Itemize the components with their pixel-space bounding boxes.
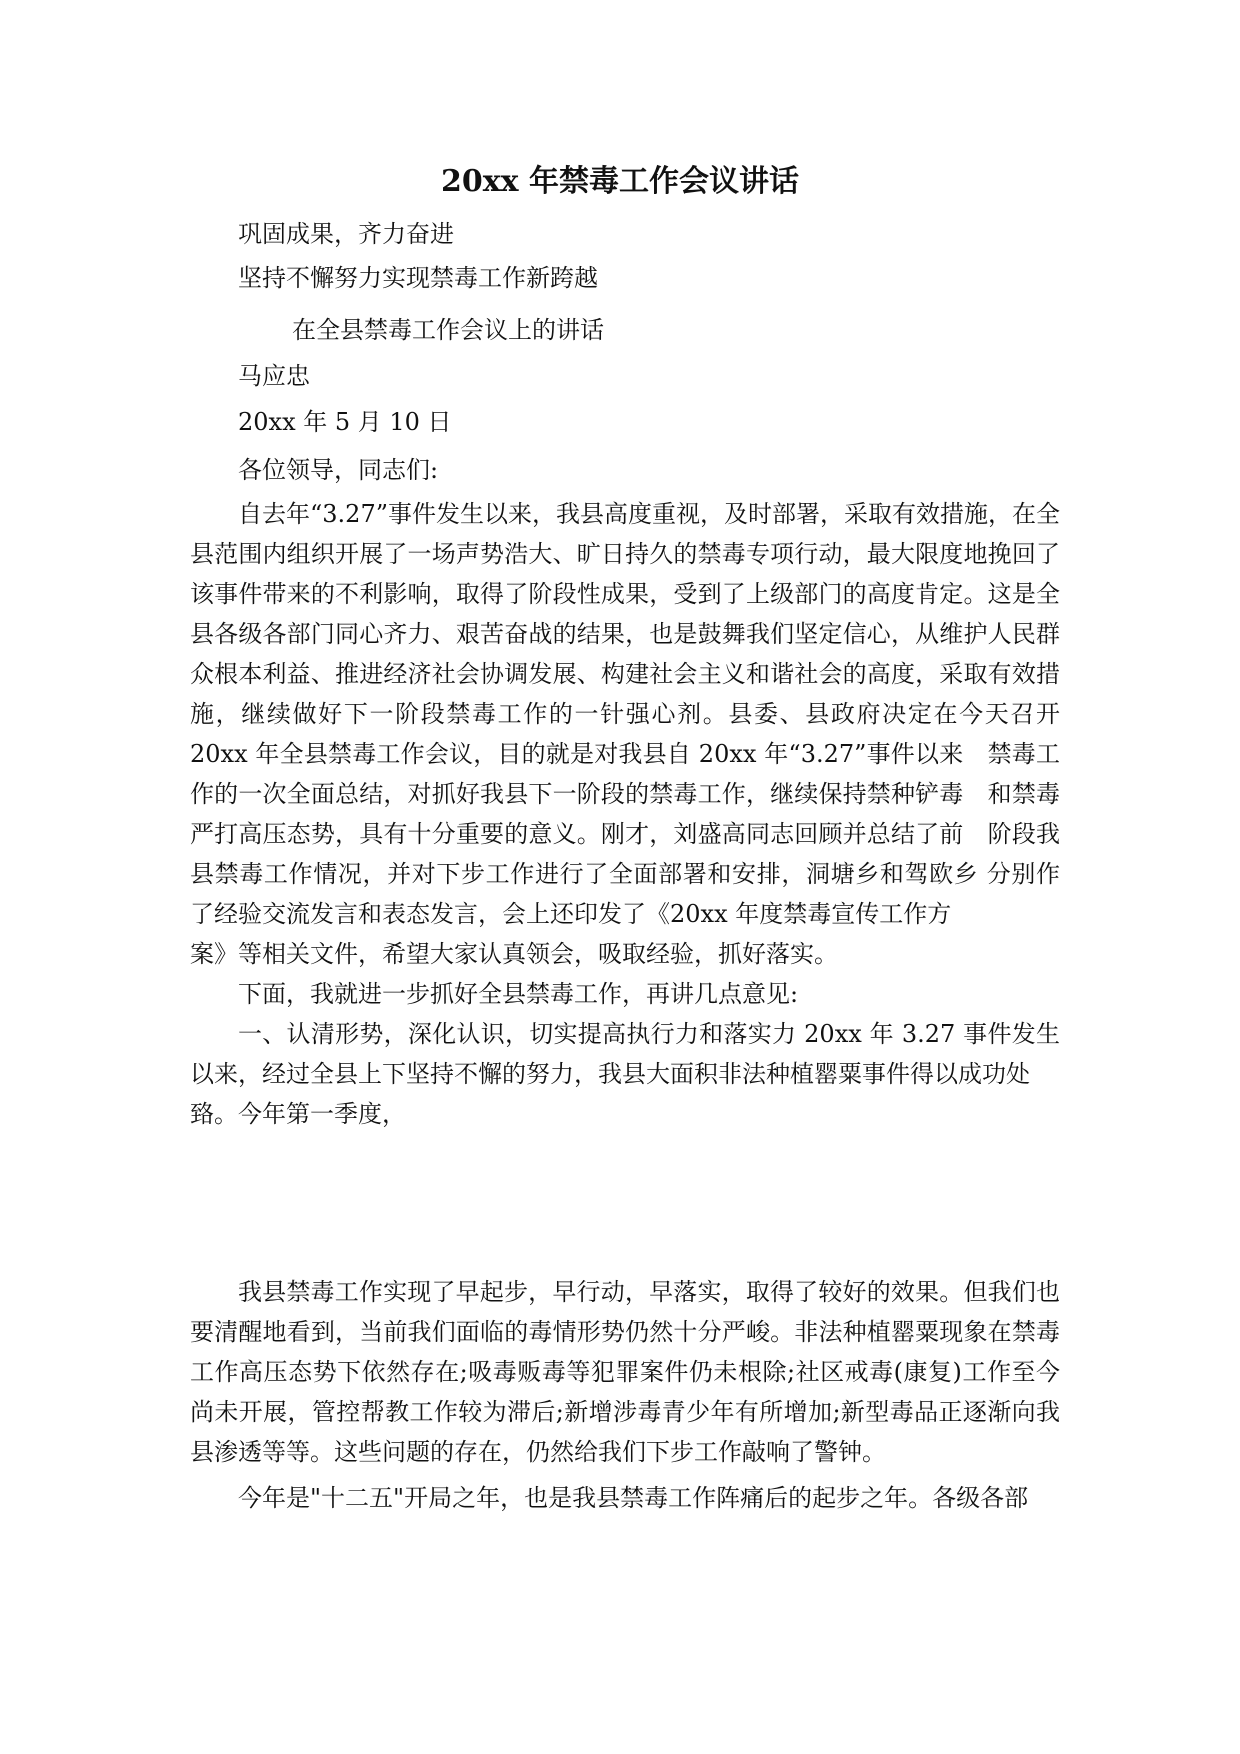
body-section-2 xyxy=(190,1272,1060,1518)
paragraph-5: 今年是"十二五"开局之年，也是我县禁毒工作阵痛后的起步之年。各级各部 xyxy=(238,1484,1029,1512)
paragraph-1: 自去年“3.27”事件发生以来，我县高度重视，及时部署，采取有效措施，在全县范围内组织开展了一场声势浩大、旷日持久的禁毒专项行动，最大限度地挽回了该事件带来的不利影响，取得了阶段性成果，受到了上级部门的高度肯定。这是全县各级各部门同心齐力、艰苦奋战的结果，也是鼓舞我们坚定信心，从维护人民群众根本利益、推进经济社会协调发展、构建社会主义和谐社会的高度，采取有效措施，继续做好下一阶段禁毒工作的一针强心剂。县委、县政府决定在今天召开 20xx 年全县禁毒工作会议，目的就是对我县自 20xx 年“3.27”事件以来 禁毒工作的一次全面总结，对抓好我县下一阶段的禁毒工作，继续保持禁种铲毒 和禁毒严打高压态势，具有十分重要的意义。刚才，刘盛高同志回顾并总结了前 阶段我县禁毒工作情况，并对下步工作进行了全面部署和安排，洞塘乡和驾欧乡 分别作了经验交流发言和表态发言，会上还印发了《20xx 年度禁毒宣传工作方 xyxy=(190,500,1060,928)
paragraph-2: 下面，我就进一步抓好全县禁毒工作，再讲几点意见: xyxy=(238,980,799,1008)
subtitle-2: 坚持不懈努力实现禁毒工作新跨越 xyxy=(238,264,598,292)
speech-date: 20xx 年 5 月 10 日 xyxy=(238,408,452,436)
paragraph-1-tail: 案》等相关文件，希望大家认真领会，吸取经验，抓好落实。 xyxy=(190,940,838,968)
paragraph-4: 我县禁毒工作实现了早起步，早行动，早落实，取得了较好的效果。但我们也要清醒地看到，当前我们面临的毒情形势仍然十分严峻。非法种植罂粟现象在禁毒工作高压态势下依然存在;吸毒贩毒等犯罪案件仍未根除;社区戒毒(康复)工作至今尚未开展，管控帮教工作较为滞后;新增涉毒青少年有所增加;新型毒品正逐渐向我县渗透等等。这些问题的存在，仍然给我们下步工作敲响了警钟。 xyxy=(190,1278,1060,1466)
salutation: 各位领导，同志们: xyxy=(238,456,439,484)
body-section-1 xyxy=(190,494,1060,1134)
paragraph-3-tail: 臵。今年第一季度， xyxy=(190,1100,406,1128)
speech-occasion: 在全县禁毒工作会议上的讲话 xyxy=(292,316,604,344)
subtitle-1: 巩固成果，齐力奋进 xyxy=(238,220,454,248)
speaker-name: 马应忠 xyxy=(238,362,310,390)
paragraph-3: 一、认清形势，深化认识，切实提高执行力和落实力 20xx 年 3.27 事件发生 以来，经过全县上下坚持不懈的努力，我县大面积非法种植罂粟事件得以成功处 xyxy=(190,1020,1060,1088)
document-title: 20xx 年禁毒工作会议讲话 xyxy=(441,164,799,199)
